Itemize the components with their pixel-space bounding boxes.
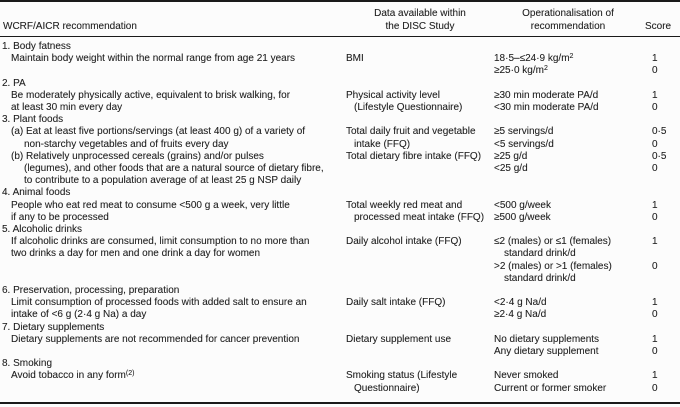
criterion-row (494, 200, 680, 212)
header-line: Data available within (374, 8, 466, 19)
operationalisation-cell (494, 370, 680, 394)
criterion-row (494, 139, 680, 151)
score-value: 0 (652, 138, 658, 150)
table-row (0, 200, 680, 224)
header-line: the DISC Study (385, 20, 455, 32)
section-heading: 8. Smoking (2, 358, 53, 370)
criterion-text (494, 383, 652, 395)
score-value: 0 (652, 382, 658, 394)
recommendation-cell (0, 297, 344, 321)
text-line: intake of <6 g (2·4 g Na) a day (11, 309, 147, 321)
data-available-cell (344, 236, 494, 248)
criterion-text (494, 261, 652, 285)
text-line: >2 (males) or >1 (females) (494, 260, 612, 272)
criterion-text (494, 200, 652, 212)
text-line: ≥25 g/d (494, 150, 528, 162)
criterion-text (494, 309, 652, 321)
text-line: <2·4 g Na/d (494, 297, 547, 309)
recommendation-cell (0, 90, 344, 114)
score-value: 0·5 (652, 150, 667, 162)
section-heading: 7. Dietary supplements (2, 321, 105, 333)
criterion-text (494, 212, 652, 224)
operationalisation-cell (494, 90, 680, 114)
section-1 (0, 41, 680, 78)
section-heading: 6. Preservation, processing, preparation (2, 285, 180, 297)
data-available-cell (344, 200, 494, 224)
table-row (0, 334, 680, 358)
text-line: Limit consumption of processed foods with added salt to ensure an (11, 297, 307, 309)
recommendation-cell (0, 334, 344, 346)
score-value: 0 (652, 346, 658, 358)
text-line: Questionnaire) (354, 382, 420, 394)
criterion-text (494, 139, 652, 151)
criterion-row (494, 102, 680, 114)
text-line: if any to be processed (11, 211, 109, 223)
table-body (0, 37, 680, 402)
score-value: 1 (652, 333, 658, 345)
section-heading: 3. Plant foods (2, 114, 64, 126)
score-value: 1 (652, 53, 658, 65)
operationalisation-cell (494, 126, 680, 150)
recommendation-cell (0, 53, 344, 65)
table-row (0, 126, 680, 150)
text-line: ≥5 servings/d (494, 126, 554, 138)
criterion-row (494, 383, 680, 395)
table-row (0, 236, 680, 285)
criterion-row (494, 126, 680, 138)
criterion-text (494, 90, 652, 102)
text-line: Smoking status (Lifestyle (346, 370, 458, 382)
text-line: Total weekly red meat and (346, 199, 463, 211)
text-line: 18·5–≤24·9 $kg/m^2$ (494, 52, 574, 65)
text-line: ≥30 min moderate PA/d (494, 89, 599, 101)
text-line: Dietary supplements are not recommended for cancer prevention (11, 333, 300, 345)
criterion-row (494, 334, 680, 346)
section-heading: 5. Alcoholic drinks (2, 224, 83, 236)
superscript: 2 (543, 64, 548, 72)
criterion-row (494, 261, 680, 285)
criterion-row (494, 212, 680, 224)
text-line: Never smoked (494, 370, 559, 382)
header-score: Score (645, 20, 672, 32)
header-operationalisation (494, 8, 642, 33)
text-line: <25 g/d (494, 163, 528, 175)
data-available-cell (344, 126, 494, 150)
criterion-text (494, 236, 652, 260)
table-row (0, 370, 680, 394)
table-row (0, 53, 680, 77)
header-data-available (344, 8, 494, 33)
text-line: Any dietary supplement (494, 346, 599, 358)
operationalisation-cell (494, 53, 680, 77)
recommendation-cell (0, 200, 344, 224)
criterion-text (494, 65, 652, 77)
text-line: two drinks a day for men and one drink a day for women (11, 248, 261, 260)
text-line: Dietary supplement use (346, 333, 452, 345)
score-value: 0·5 (652, 126, 667, 138)
criterion-row (494, 309, 680, 321)
section-heading: 4. Animal foods (2, 187, 71, 199)
criterion-text (494, 53, 652, 65)
criterion-row (494, 370, 680, 382)
text-line: Avoid tobacco in any form$^{(2)}$ (11, 369, 135, 382)
text-line: Daily alcohol intake (FFQ) (346, 236, 462, 248)
criterion-text (494, 126, 652, 138)
recommendation-cell (0, 236, 344, 260)
criterion-row (494, 346, 680, 358)
criterion-text (494, 297, 652, 309)
data-available-cell (344, 334, 494, 346)
text-line: (b) Relatively unprocessed cereals (grains) and/or pulses (11, 150, 264, 162)
score-value: 0 (652, 102, 658, 114)
score-value: 1 (652, 199, 658, 211)
text-line: to contribute to a population average of at least 25 g NSP daily (24, 175, 302, 187)
criterion-text (494, 370, 652, 382)
text-line: Total daily fruit and vegetable (346, 126, 476, 138)
text-line: Be moderately physically active, equivalent to brisk walking, for (11, 89, 291, 101)
section-3 (0, 114, 680, 187)
text-line: standard drink/d (504, 272, 576, 284)
table-bottom-rule (0, 402, 680, 404)
score-value: 0 (652, 211, 658, 223)
text-line: <5 servings/d (494, 138, 554, 150)
text-line: No dietary supplements (494, 333, 600, 345)
criterion-row (494, 151, 680, 163)
table-row (0, 297, 680, 321)
operationalisation-cell (494, 297, 680, 321)
header-recommendation: WCRF/AICR recommendation (3, 20, 137, 32)
score-value: 1 (652, 370, 658, 382)
section-heading: 2. PA (2, 77, 26, 89)
criterion-text (494, 102, 652, 114)
text-line: (a) Eat at least five portions/servings (at least 400 g) of a variety of (11, 126, 306, 138)
recommendation-cell (0, 126, 344, 150)
text-line: (legumes), and other foods that are a natural source of dietary fibre, (24, 163, 324, 175)
operationalisation-cell (494, 151, 680, 175)
score-value: 1 (652, 89, 658, 101)
criterion-row (494, 297, 680, 309)
operationalisation-cell (494, 334, 680, 358)
text-line: ≥500 g/week (494, 211, 551, 223)
text-line: non-starchy vegetables and of fruits every day (24, 138, 229, 150)
criterion-text (494, 346, 652, 358)
text-line: standard drink/d (504, 248, 576, 260)
section-6 (0, 285, 680, 322)
section-5 (0, 224, 680, 285)
text-line: Total dietary fibre intake (FFQ) (346, 150, 482, 162)
criterion-row (494, 53, 680, 65)
criterion-row (494, 65, 680, 77)
header-line: recommendation (530, 20, 606, 32)
text-line: intake (FFQ) (354, 138, 411, 150)
text-line: If alcoholic drinks are consumed, limit consumption to no more than (11, 236, 310, 248)
criterion-text (494, 163, 652, 175)
table-header-row (0, 2, 680, 36)
text-line: at least 30 min every day (11, 102, 123, 114)
section-8 (0, 358, 680, 395)
text-line: People who eat red meat to consume <500 g a week, very little (11, 199, 290, 211)
score-value: 0 (652, 65, 658, 77)
text-line: <30 min moderate PA/d (494, 102, 599, 114)
text-line: ≤2 (males) or ≤1 (females) (494, 236, 612, 248)
text-line: Maintain body weight within the normal range from age 21 years (11, 53, 296, 65)
section-4 (0, 187, 680, 224)
text-line: Daily salt intake (FFQ) (346, 297, 446, 309)
superscript: (2) (125, 369, 135, 377)
score-value: 1 (652, 236, 658, 248)
criterion-row (494, 236, 680, 260)
score-value: 0 (652, 309, 658, 321)
text-line: BMI (346, 53, 364, 65)
text-line: (Lifestyle Questionnaire) (354, 102, 463, 114)
data-available-cell (344, 297, 494, 309)
criterion-row (494, 90, 680, 102)
section-7 (0, 322, 680, 359)
section-2 (0, 78, 680, 115)
criterion-text (494, 334, 652, 346)
text-line: Physical activity level (346, 89, 440, 101)
superscript: 2 (569, 52, 574, 60)
data-available-cell (344, 370, 494, 394)
criterion-text (494, 151, 652, 163)
data-available-cell (344, 151, 494, 163)
criterion-row (494, 163, 680, 175)
recommendation-cell (0, 370, 344, 382)
table-row (0, 151, 680, 188)
text-line: Current or former smoker (494, 382, 607, 394)
text-line: ≥2·4 g Na/d (494, 309, 547, 321)
score-value: 0 (652, 260, 658, 272)
text-line: <500 g/week (494, 199, 551, 211)
data-available-cell (344, 53, 494, 65)
section-heading: 1. Body fatness (2, 41, 71, 52)
header-line: Operationalisation of (522, 8, 614, 19)
data-available-cell (344, 90, 494, 114)
score-value: 1 (652, 297, 658, 309)
text-line: processed meat intake (FFQ) (354, 211, 485, 223)
table-row (0, 90, 680, 114)
recommendation-cell (0, 151, 344, 188)
operationalisation-cell (494, 236, 680, 285)
score-value: 0 (652, 163, 658, 175)
operationalisation-cell (494, 200, 680, 224)
text-line: ≥25·0 $kg/m^2$ (494, 64, 548, 77)
